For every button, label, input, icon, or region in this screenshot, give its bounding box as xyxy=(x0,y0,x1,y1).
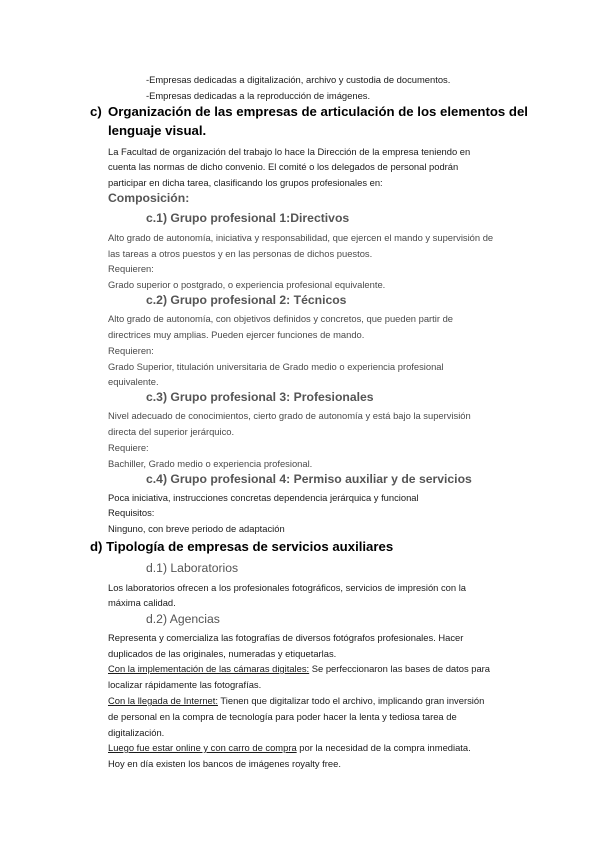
paragraph-line: Grado superior o postgrado, o experiencia profesional equivalente. xyxy=(108,279,386,290)
paragraph-line: Hoy en día existen los bancos de imágenes royalty free. xyxy=(108,758,341,769)
paragraph-line: Alto grado de autonomía, con objetivos definidos y concretos, que pueden partir de xyxy=(108,313,454,324)
underlined-label: Luego fue estar online y con carro de compra xyxy=(108,742,297,753)
underlined-label: Con la llegada de Internet: xyxy=(108,695,218,706)
paragraph-line: Nivel adecuado de conocimientos, cierto grado de autonomía y está bajo la supervisión xyxy=(108,410,471,421)
paragraph-line: Ninguno, con breve periodo de adaptación xyxy=(108,523,285,534)
paragraph-line: Poca iniciativa, instrucciones concretas dependencia jerárquica y funcional xyxy=(108,492,419,503)
paragraph-line: Representa y comercializa las fotografías de diversos fotógrafos profesionales. Hacer xyxy=(108,632,464,643)
paragraph-line: directa del superior jerárquico. xyxy=(108,426,235,437)
d2-heading: d.2) Agencias xyxy=(146,612,220,626)
requirements-label: Requieren: xyxy=(108,263,154,274)
underlined-label: Con la implementación de las cámaras digitales: xyxy=(108,663,310,674)
composition-label: Composición: xyxy=(108,191,190,205)
paragraph-line xyxy=(108,663,490,674)
paragraph-line: directrices muy amplias. Pueden ejercer funciones de mando. xyxy=(108,329,365,340)
section-c-title: Organización de las empresas de articulación de los elementos del xyxy=(108,104,528,119)
requirements-label: Requiere: xyxy=(108,442,149,453)
section-c-title-cont: lenguaje visual. xyxy=(108,123,207,138)
list-item: -Empresas dedicadas a digitalización, archivo y custodia de documentos. xyxy=(146,74,451,85)
group-1-heading: c.1) Grupo profesional 1:Directivos xyxy=(146,211,350,225)
paragraph-line: Bachiller, Grado medio o experiencia profesional. xyxy=(108,458,313,469)
paragraph-line: equivalente. xyxy=(108,376,159,387)
inline-text: por la necesidad de la compra inmediata. xyxy=(296,742,471,753)
requirements-label: Requisitos: xyxy=(108,507,155,518)
requirements-label: Requieren: xyxy=(108,345,154,356)
paragraph-line: localizar rápidamente las fotografías. xyxy=(108,679,262,690)
paragraph-line: Alto grado de autonomía, iniciativa y responsabilidad, que ejercen el mando y supervisión de xyxy=(108,232,494,243)
paragraph-line: Los laboratorios ofrecen a los profesionales fotográficos, servicios de impresión con la xyxy=(108,582,466,593)
paragraph-line xyxy=(108,695,484,706)
inline-text: Se perfeccionaron las bases de datos para xyxy=(309,663,491,674)
paragraph-line xyxy=(108,742,471,753)
d1-heading: d.1) Laboratorios xyxy=(146,561,239,575)
paragraph-line: cuenta las normas de dicho convenio. El comité o los delegados de personal podrán xyxy=(108,161,459,172)
inline-text: Tienen que digitalizar todo el archivo, implicando gran inversión xyxy=(217,695,485,706)
group-4-heading: c.4) Grupo profesional 4: Permiso auxiliar y de servicios xyxy=(146,472,472,486)
paragraph-line: participar en dicha tarea, clasificando los grupos profesionales en: xyxy=(108,177,383,188)
paragraph-line: digitalización. xyxy=(108,727,165,738)
paragraph-line: Grado Superior, titulación universitaria de Grado medio o experiencia profesional xyxy=(108,361,444,372)
paragraph-line: duplicados de las originales, numeradas y etiquetarlas. xyxy=(108,648,337,659)
list-item: -Empresas dedicadas a la reproducción de imágenes. xyxy=(146,90,371,101)
section-c-marker: c) xyxy=(90,104,102,119)
paragraph-line: de personal en la compra de tecnología para poder hacer la lenta y tediosa tarea de xyxy=(108,711,457,722)
paragraph-line: La Facultad de organización del trabajo lo hace la Dirección de la empresa teniendo en xyxy=(108,146,471,157)
paragraph-line: las tareas a otros puestos y en las personas de dichos puestos. xyxy=(108,248,373,259)
group-3-heading: c.3) Grupo profesional 3: Profesionales xyxy=(146,390,374,404)
paragraph-line: máxima calidad. xyxy=(108,597,176,608)
group-2-heading: c.2) Grupo profesional 2: Técnicos xyxy=(146,293,347,307)
section-d-title: d) Tipología de empresas de servicios auxiliares xyxy=(90,539,394,554)
